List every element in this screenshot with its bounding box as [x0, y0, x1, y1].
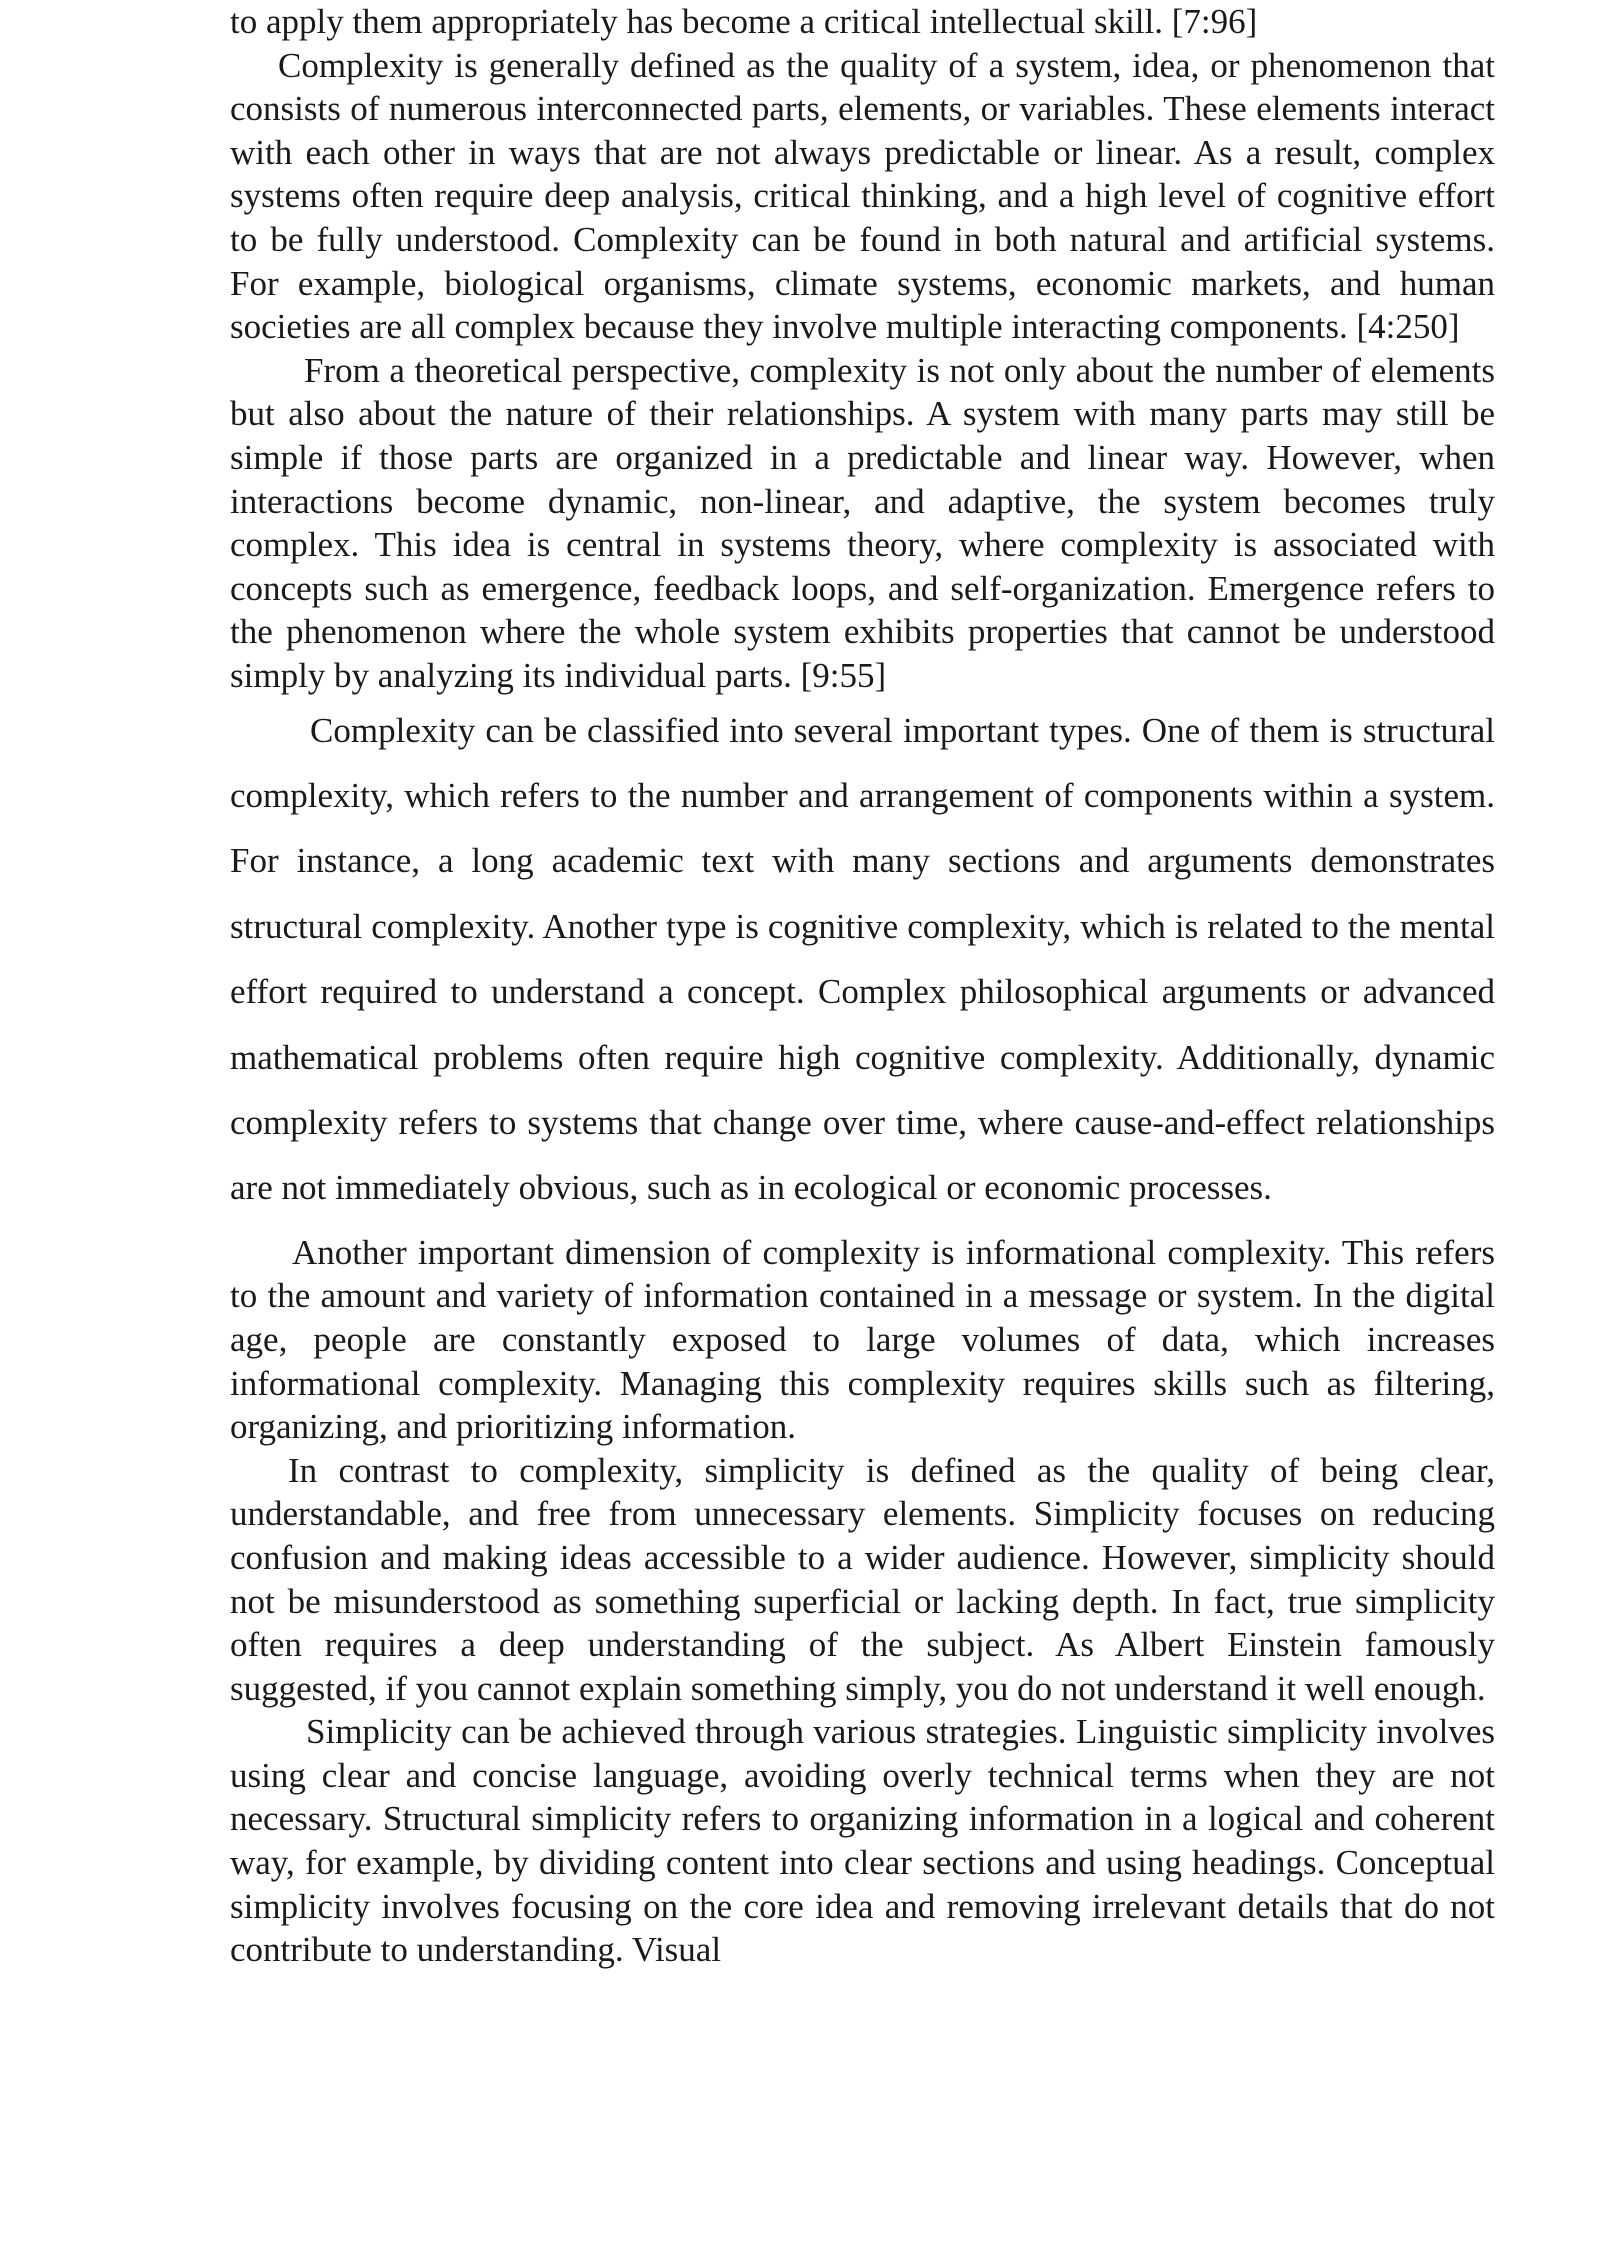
paragraph-1: to apply them appropriately has become a critical intellectual skill. [7:96]: [230, 2, 1258, 41]
paragraph-6: In contrast to complexity, simplicity is defined as the quality of being clear, understandable, and free from unnecessary elements. Simplicity focuses on reducing confusion and making ideas accessible to a wider audience. However, simplicity should not be misunderstood as something superficial or lacking depth. In fact, true simplicity often requires a deep understanding of the subject. As Albert Einstein famously suggested, if you cannot explain something simply, you do not understand it well enough.: [230, 1450, 1495, 1708]
document-page: [230, 0, 1495, 1972]
paragraph-7: Simplicity can be achieved through various strategies. Linguistic simplicity involves using clear and concise language, avoiding overly technical terms when they are not necessary. Structural simplicity refers to organizing information in a logical and coherent way, for example, by dividing content into clear sections and using headings. Conceptual simplicity involves focusing on the core idea and removing irrelevant details that do not contribute to understanding. Visual: [230, 1712, 1495, 1970]
paragraph-5: Another important dimension of complexity is informational complexity. This refers to the amount and variety of information contained in a message or system. In the digital age, people are constantly exposed to large volumes of data, which increases informational complexity. Managing this complexity requires skills such as filtering, organizing, and prioritizing information.: [230, 1232, 1495, 1447]
paragraph-4: Complexity can be classified into several important types. One of them is structural complexity, which refers to the number and arrangement of components within a system. For instance, a long academic text with many sections and arguments demonstrates structural complexity. Another type is cognitive complexity, which is related to the mental effort required to understand a concept. Complex philosophical arguments or advanced mathematical problems often require high cognitive complexity. Additionally, dynamic complexity refers to systems that change over time, where cause-and-effect relationships are not immediately obvious, such as in ecological or economic processes.: [230, 710, 1495, 1208]
paragraph-3: From a theoretical perspective, complexity is not only about the number of elements but also about the nature of their relationships. A system with many parts may still be simple if those parts are organized in a predictable and linear way. However, when interactions become dynamic, non-linear, and adaptive, the system becomes truly complex. This idea is central in systems theory, where complexity is associated with concepts such as emergence, feedback loops, and self-organization. Emergence refers to the phenomenon where the whole system exhibits properties that cannot be understood simply by analyzing its individual parts. [9:55]: [230, 350, 1495, 695]
paragraph-2: Complexity is generally defined as the quality of a system, idea, or phenomenon that consists of numerous interconnected parts, elements, or variables. These elements interact with each other in ways that are not always predictable or linear. As a result, complex systems often require deep analysis, critical thinking, and a high level of cognitive effort to be fully understood. Complexity can be found in both natural and artificial systems. For example, biological organisms, climate systems, economic markets, and human societies are all complex because they involve multiple interacting components. [4:250]: [230, 45, 1495, 347]
